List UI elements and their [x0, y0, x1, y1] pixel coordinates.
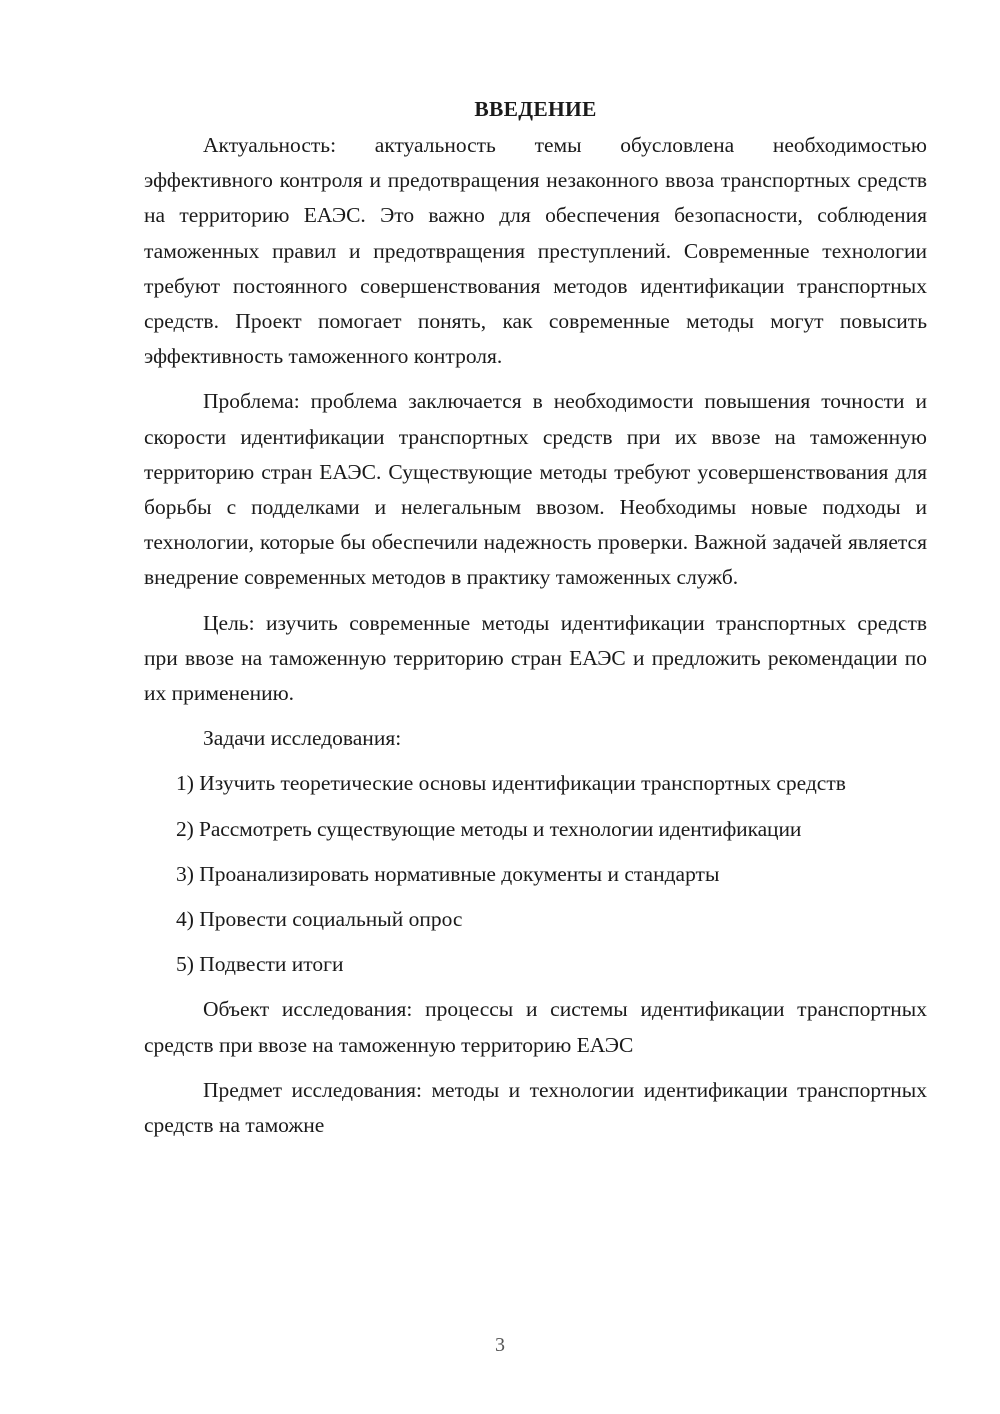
task-item-4: 4) Провести социальный опрос	[176, 907, 463, 932]
page-number: 3	[495, 1334, 505, 1356]
paragraph-goal: Цель: изучить современные методы идентификации транспортных средств при ввозе на таможенную территорию стран ЕАЭС и предложить рекомендации по их применению.	[144, 610, 927, 706]
paragraph-relevance: Актуальность: актуальность темы обусловлена необходимостью эффективного контроля и предотвращения незаконного ввоза транспортных средств на территорию ЕАЭС. Это важно для обеспечения безопасности, соблюдения таможенных правил и предотвращения преступлений. Современные технологии требуют постоянного совершенствования методов идентификации транспортных средств. Проект помогает понять, как современные методы могут повысить эффективность таможенного контроля.	[144, 133, 927, 369]
paragraph-object: Объект исследования: процессы и системы идентификации транспортных средств при ввозе на таможенную территорию ЕАЭС	[144, 997, 927, 1057]
task-item-1: 1) Изучить теоретические основы идентификации транспортных средств	[176, 771, 846, 796]
task-item-2: 2) Рассмотреть существующие методы и технологии идентификации	[176, 816, 802, 841]
paragraph-subject: Предмет исследования: методы и технологии идентификации транспортных средств на таможне	[144, 1077, 927, 1138]
task-item-3: 3) Проанализировать нормативные документы и стандарты	[176, 861, 720, 886]
document-page	[144, 92, 927, 1153]
task-item-5: 5) Подвести итоги	[176, 952, 344, 977]
paragraph-problem: Проблема: проблема заключается в необходимости повышения точности и скорости идентификации транспортных средств при их ввозе на таможенную территорию стран ЕАЭС. Существующие методы требуют усовершенствования для борьбы с подделками и нелегальным ввозом. Необходимы новые подходы и технологии, которые бы обеспечили надежность проверки. Важной задачей является внедрение современных методов в практику таможенных служб.	[144, 389, 927, 590]
section-title: ВВЕДЕНИЕ	[474, 97, 597, 121]
tasks-heading: Задачи исследования:	[203, 726, 402, 751]
